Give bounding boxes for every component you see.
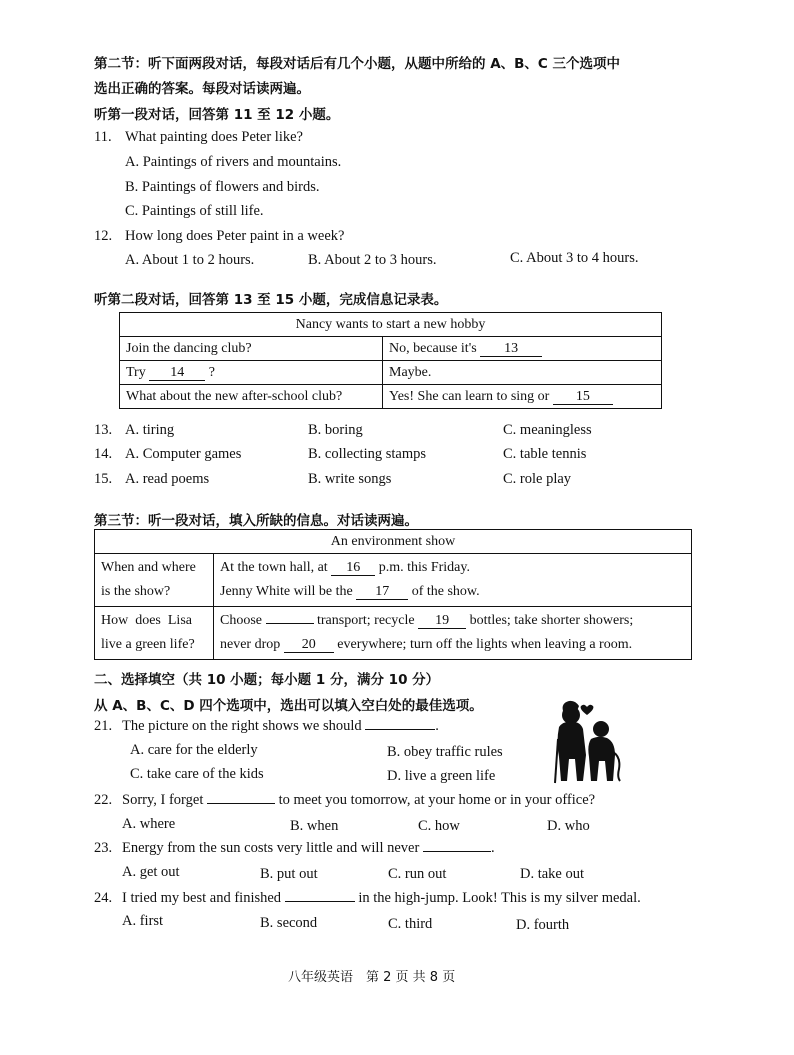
env-row1-right-line2-post: of the show.: [411, 584, 480, 599]
q23-stem: Energy from the sun costs very little and will never: [122, 840, 420, 856]
q23-text: Energy from the sun costs very little and will never .: [122, 840, 495, 856]
env-row1-right: [214, 554, 692, 607]
env-row1-left-line1: When and where: [101, 560, 196, 575]
q12-number: 12.: [94, 228, 113, 244]
blank-18: [266, 623, 314, 624]
q13-option-a: A. tiring: [125, 422, 175, 438]
q22-text: [122, 792, 595, 809]
q22-option-b: B. when: [290, 818, 339, 834]
q11-option-b: B. Paintings of flowers and birds.: [125, 179, 320, 195]
blank-13: 13: [480, 341, 542, 357]
q24-option-b: B. second: [260, 915, 318, 931]
q23-blank: [423, 851, 491, 852]
q15-number: 15.: [94, 471, 113, 487]
env-row2-left-line1: How does Lisa: [101, 613, 192, 628]
env-row2-right: [214, 607, 692, 660]
env-row2-left: [95, 607, 214, 660]
elderly-couple-picture: [553, 697, 625, 785]
blank-19: 19: [418, 613, 466, 629]
q24-blank: [285, 901, 355, 902]
env-row1-left: [95, 554, 214, 607]
env-row1-left-line2: is the show?: [101, 584, 171, 599]
hobby-row3-right-text: Yes! She can learn to sing or: [389, 388, 550, 404]
q24-text: [122, 890, 641, 907]
q24-option-a: A. first: [122, 913, 164, 929]
q13-number: 13.: [94, 422, 113, 438]
q11-text: What painting does Peter like?: [125, 129, 303, 145]
section2-header-line1: 第二节：听下面两段对话，每段对话后有几个小题，从题中所给的 A、B、C 三个选项中: [94, 56, 621, 72]
env-row2-right-line2-post: everywhere; turn off the lights when leaving a room.: [337, 637, 633, 652]
q12-option-b: B. About 2 to 3 hours.: [308, 252, 437, 268]
env-row2-right-line1-post: bottles; take shorter showers;: [469, 613, 634, 628]
section2-header-line2: 选出正确的答案。每段对话读两遍。: [94, 81, 310, 97]
env-row2-right-line2: [220, 633, 685, 657]
q14-number: 14.: [94, 446, 113, 462]
env-row2-right-line1-text: Choose: [220, 613, 262, 628]
environment-table: [94, 529, 692, 660]
q13-option-b: B. boring: [308, 422, 363, 438]
hobby-row1-right-text: No, because it's: [389, 340, 477, 356]
elderly-couple-silhouette-icon: [553, 697, 625, 785]
environment-table-title: An environment show: [95, 530, 692, 554]
blank-20: 20: [284, 637, 334, 653]
q14-option-c: C. table tennis: [503, 446, 587, 462]
q15-option-a: A. read poems: [125, 471, 210, 487]
hobby-table: [119, 312, 662, 409]
q24-number: 24.: [94, 890, 113, 906]
dialog2-instruction: 听第二段对话，回答第 13 至 15 小题，完成信息记录表。: [94, 292, 448, 308]
hobby-row3-left: What about the new after-school club?: [120, 385, 383, 409]
hobby-row2-left-text: Try: [126, 364, 146, 380]
blank-15: 15: [553, 389, 613, 405]
q12-text: How long does Peter paint in a week?: [125, 228, 345, 244]
hobby-table-title: Nancy wants to start a new hobby: [120, 313, 662, 337]
blank-16: 16: [331, 560, 375, 576]
page-footer: 八年级英语 第 2 页 共 8 页: [288, 970, 456, 985]
q21-option-a: A. care for the elderly: [130, 742, 258, 758]
q22-number: 22.: [94, 792, 113, 808]
q21-stem: The picture on the right shows we should: [122, 718, 362, 734]
hobby-row3-right: [383, 385, 662, 409]
q11-option-a: A. Paintings of rivers and mountains.: [125, 154, 342, 170]
q22-stem-post: to meet you tomorrow, at your home or in your office?: [278, 792, 596, 808]
q12-option-c: C. About 3 to 4 hours.: [510, 250, 639, 266]
q23-option-b: B. put out: [260, 866, 318, 882]
q14-option-b: B. collecting stamps: [308, 446, 426, 462]
hobby-row2-left-qmark: ?: [208, 364, 215, 380]
env-row2-left-line2: live a green life?: [101, 637, 195, 652]
hobby-row1-left: Join the dancing club?: [120, 337, 383, 361]
part2-header: 二、选择填空（共 10 小题；每小题 1 分，满分 10 分）: [94, 672, 440, 688]
q22-stem-pre: Sorry, I forget: [122, 792, 204, 808]
q14-option-a: A. Computer games: [125, 446, 242, 462]
q22-blank: [207, 803, 275, 804]
q13-option-c: C. meaningless: [503, 422, 592, 438]
q24-stem-pre: I tried my best and finished: [122, 890, 282, 906]
q22-option-d: D. who: [547, 818, 590, 834]
q21-text: The picture on the right shows we should .: [122, 718, 439, 734]
env-row1-right-line1-text: At the town hall, at: [220, 560, 328, 575]
q15-option-b: B. write songs: [308, 471, 392, 487]
env-row2-right-line2-text: never drop: [220, 637, 281, 652]
hobby-row1-right: [383, 337, 662, 361]
q24-option-c: C. third: [388, 916, 433, 932]
q21-number: 21.: [94, 718, 113, 734]
part2-instruction: 从 A、B、C、D 四个选项中，选出可以填入空白处的最佳选项。: [94, 698, 483, 714]
env-row2-right-line1: [220, 609, 685, 633]
hobby-row2-right: Maybe.: [383, 361, 662, 385]
q22-option-c: C. how: [418, 818, 460, 834]
blank-17: 17: [356, 584, 408, 600]
q11-number: 11.: [94, 129, 112, 145]
env-row1-right-line2: [220, 580, 685, 604]
q23-option-d: D. take out: [520, 866, 585, 882]
q23-option-a: A. get out: [122, 864, 180, 880]
section3-header: 第三节：听一段对话，填入所缺的信息。对话读两遍。: [94, 513, 418, 529]
q21-option-c: C. take care of the kids: [130, 766, 264, 782]
dialog1-instruction: 听第一段对话，回答第 11 至 12 小题。: [94, 107, 340, 123]
q21-option-b: B. obey traffic rules: [387, 744, 503, 760]
q23-option-c: C. run out: [388, 866, 447, 882]
env-row2-right-line1-mid: transport; recycle: [317, 613, 415, 628]
q23-number: 23.: [94, 840, 113, 856]
q24-stem-post: in the high-jump. Look! This is my silver medal.: [358, 890, 641, 906]
q21-option-d: D. live a green life: [387, 768, 496, 784]
q15-option-c: C. role play: [503, 471, 572, 487]
blank-14: 14: [149, 365, 205, 381]
q11-option-c: C. Paintings of still life.: [125, 203, 264, 219]
q22-option-a: A. where: [122, 816, 176, 832]
env-row1-right-line1: [220, 556, 685, 580]
env-row1-right-line2-text: Jenny White will be the: [220, 584, 353, 599]
q21-blank: [365, 729, 435, 730]
q12-option-a: A. About 1 to 2 hours.: [125, 252, 255, 268]
hobby-row2-left: [120, 361, 383, 385]
q24-option-d: D. fourth: [516, 917, 570, 933]
env-row1-right-line1-post: p.m. this Friday.: [378, 560, 470, 575]
